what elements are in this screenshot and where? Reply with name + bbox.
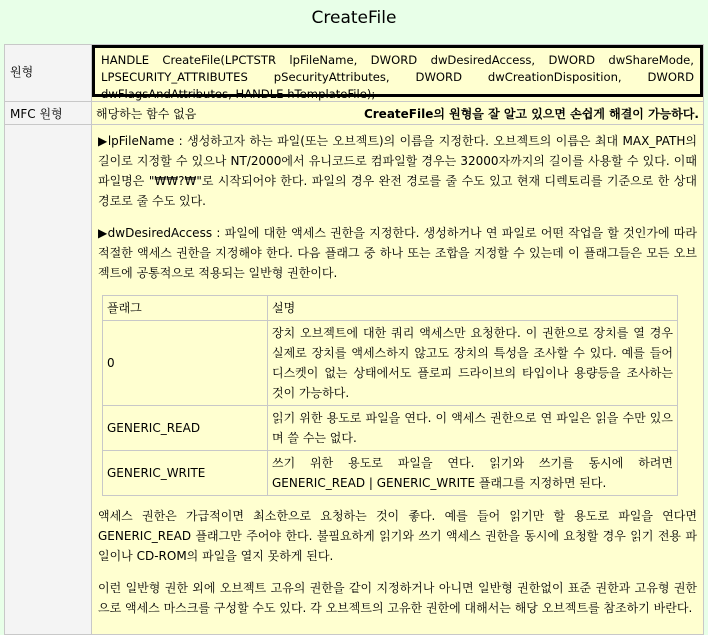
flag-name: 0: [103, 321, 268, 406]
parameters-section: [92, 125, 703, 634]
param-dwdesiredaccess: ▶dwDesiredAccess : 파일에 대한 액세스 권한을 지정한다. 생성하거나 연 파일로 어떤 작업을 할 것인가에 따라 적절한 액세스 권한을 지정해야 한다. 다음 플래그 중 하나 또는 조합을 지정할 수 있는데 이 플래그들은 모든 오브젝트에 공통적으로 적용되는 일반형 권한이다.: [98, 226, 697, 280]
flag-desc: 읽기 위한 용도로 파일을 연다. 이 액세스 권한으로 연 파일은 읽을 수만 있으며 쓸 수는 없다.: [268, 406, 678, 451]
prototype-label: 원형: [5, 45, 92, 102]
flag-name: GENERIC_READ: [103, 406, 268, 451]
param-lpfilename: ▶lpFileName : 생성하고자 하는 파일(또는 오브젝트)의 이름을 지정한다. 오브젝트의 이름은 최대 MAX_PATH의 길이로 지정할 수 있으나 NT/2000에서 유니코드로 컴파일할 경우는 32000자까지의 길이를 사용할 수 있다. 이때 파일명은 "₩₩?₩"로 시작되어야 한다. 파일의 경우 완전 경로를 줄 수도 있고 현재 디렉토리를 기준으로 한 상대 경로로 줄 수도 있다.: [98, 134, 697, 208]
flags-table: [102, 295, 678, 496]
flag-name: GENERIC_WRITE: [103, 451, 268, 496]
access-note: 액세스 권한은 가급적이면 최소한으로 요청하는 것이 좋다. 예를 들어 읽기만 할 용도로 파일을 연다면 GENERIC_READ 플래그만 주어야 한다. 불필요하게 읽기와 쓰기 액세스 권한을 동시에 요청할 경우 읽기 전용 파일이나 CD-ROM의 파일을 열지 못하게 된다.: [98, 509, 697, 563]
mfc-value: 해당하는 함수 없음: [96, 107, 197, 121]
prototype-signature: HANDLE CreateFile(LPCTSTR lpFileName, DWORD dwDesiredAccess, DWORD dwShareMode, LPSECURITY_ATTRIBUTES pSecurityAttributes, DWORD dwCreationDisposition, DWORD dwFlagsAndAttributes, HANDLE hTemplateFile);: [92, 45, 703, 97]
mfc-label: MFC 원형: [5, 102, 92, 125]
table-row: [103, 406, 678, 451]
table-row: [103, 451, 678, 496]
table-row: [103, 321, 678, 406]
flags-header-row: [103, 296, 678, 321]
reference-table: [4, 44, 704, 635]
flags-header-flag: 플래그: [103, 296, 268, 321]
flag-desc: 쓰기 위한 용도로 파일을 연다. 읽기와 쓰기를 동시에 하려면 GENERIC_READ | GENERIC_WRITE 플래그를 지정하면 된다.: [268, 451, 678, 496]
params-label: [5, 125, 92, 635]
mfc-tip: CreateFile의 원형을 잘 알고 있으면 손쉽게 해결이 가능하다.: [363, 107, 699, 121]
page-title: CreateFile: [311, 8, 397, 28]
flags-header-desc: 설명: [268, 296, 678, 321]
access-note-extra: 이런 일반형 권한 외에 오브젝트 고유의 권한을 같이 지정하거나 아니면 일반형 권한없이 표준 권한과 고유형 권한으로 액세스 마스크를 구성할 수도 있다. 각 오브젝트의 고유한 권한에 대해서는 해당 오브젝트를 참조하기 바란다.: [98, 581, 697, 615]
flag-desc: 장치 오브젝트에 대한 쿼리 액세스만 요청한다. 이 권한으로 장치를 열 경우 실제로 장치를 액세스하지 않고도 장치의 특성을 조사할 수 있다. 예를 들어 디스켓이 없는 상태에서도 플로피 드라이브의 타입이나 용량등을 조사하는 것이 가능하다.: [268, 321, 678, 406]
